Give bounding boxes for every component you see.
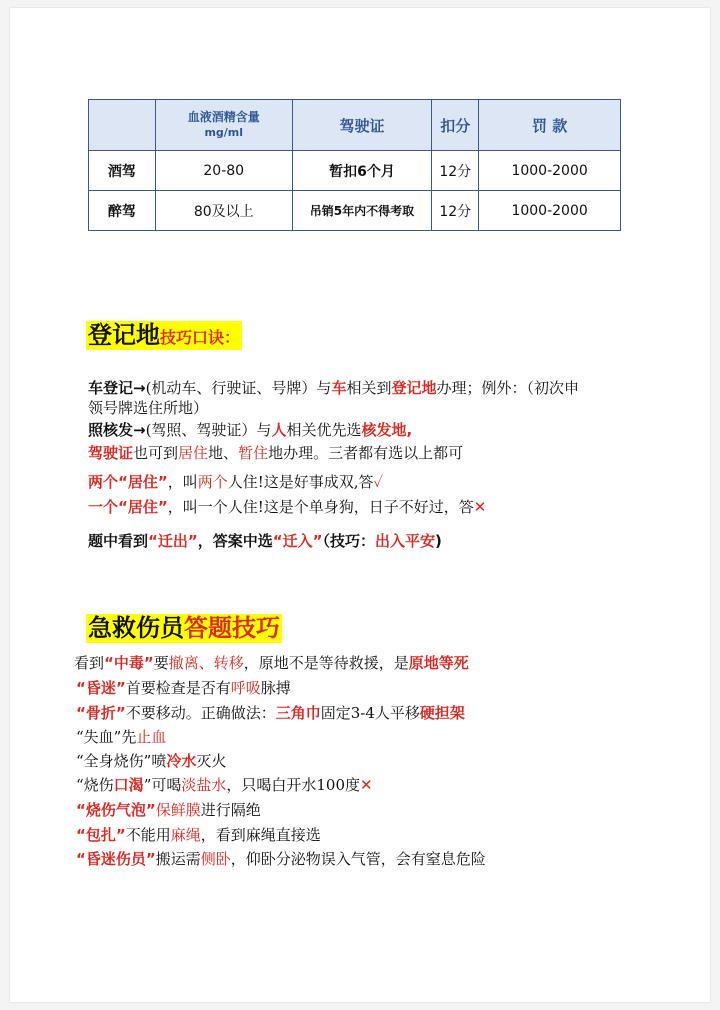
aid-keyword: 原地等死 xyxy=(408,654,469,672)
aid-text: 看到 xyxy=(74,654,105,672)
table-cell: 20-80 xyxy=(155,151,292,191)
rule-term: 车登记→ xyxy=(88,379,146,397)
rule-keyword: 居住 xyxy=(178,444,209,462)
rule-keyword: 一个“居住” xyxy=(88,498,168,516)
table-header-empty xyxy=(89,100,156,151)
aid-keyword: 冷水 xyxy=(166,752,197,770)
aid-text: ，看到麻绳直接选 xyxy=(200,826,321,844)
aid-text: “全身烧伤”喷 xyxy=(76,752,167,770)
aid-keyword: 止血 xyxy=(136,728,167,746)
aid-line-burn-blister xyxy=(76,800,261,820)
section-heading-registration xyxy=(86,321,242,350)
rule-text: 领号牌选住所地） xyxy=(88,399,209,417)
aid-text: “烧伤 xyxy=(76,776,114,794)
table-row xyxy=(89,151,621,191)
aid-line-transport xyxy=(76,849,486,869)
table-cell: 80及以上 xyxy=(155,191,292,231)
aid-text: 灭火 xyxy=(196,752,227,770)
aid-line-bandage xyxy=(76,825,321,845)
aid-keyword: “中毒” xyxy=(104,654,154,672)
section-heading-main: 急救伤员 xyxy=(88,614,184,642)
aid-keyword: 口渴 xyxy=(113,776,144,794)
rule-keyword: 暂住 xyxy=(238,444,269,462)
rule-keyword: 驾驶证 xyxy=(88,444,134,462)
aid-line-coma xyxy=(76,678,291,698)
aid-line-fracture xyxy=(76,703,465,723)
aid-line-poisoning xyxy=(74,653,469,673)
aid-keyword: 呼吸 xyxy=(230,679,261,697)
alcohol-header-label: 血液酒精含量 xyxy=(187,110,260,124)
aid-text: 不能用 xyxy=(125,826,171,844)
table-cell: 酒驾 xyxy=(89,151,156,191)
aid-text: ，只喝白开水100度 xyxy=(226,776,361,794)
rule-keyword: 登记地 xyxy=(391,379,437,397)
rule-line-license-residence xyxy=(88,443,463,463)
aid-keyword: 淡盐水 xyxy=(181,776,227,794)
table-header-points: 扣分 xyxy=(432,100,479,151)
table-header-row xyxy=(89,100,621,151)
rule-text: ，答案中选 xyxy=(197,532,273,550)
rule-text: 办理；例外：（初次申 xyxy=(436,379,579,397)
aid-text: “失血”先 xyxy=(76,728,137,746)
table-header-fine: 罚 款 xyxy=(479,100,621,151)
check-icon: ✓ xyxy=(373,473,384,491)
rule-text: 人住!这是好事成双,答 xyxy=(227,473,374,491)
rule-line-vehicle-exception xyxy=(88,398,208,418)
rule-text: 题中看到 xyxy=(88,532,149,550)
rule-text: ) xyxy=(435,532,442,550)
rule-text: ，叫一个人住!这是个单身狗，日子不好过，答 xyxy=(167,498,474,516)
aid-keyword: “昏迷” xyxy=(76,679,126,697)
aid-text: 要 xyxy=(153,654,169,672)
rule-line-two-residences xyxy=(88,472,383,492)
aid-text: ”可喝 xyxy=(143,776,182,794)
rule-term: 照核发→ xyxy=(88,421,146,439)
section-heading-sub: 技巧口诀： xyxy=(160,328,241,347)
table-cell: 12分 xyxy=(432,191,479,231)
table-cell: 1000-2000 xyxy=(479,191,621,231)
rule-keyword: 车 xyxy=(331,379,347,397)
rule-keyword: 人 xyxy=(271,421,287,439)
aid-line-burn-full xyxy=(76,751,226,771)
rule-line-one-residence xyxy=(88,497,486,517)
aid-text: 首要检查是否有 xyxy=(125,679,231,697)
section-heading-main: 登记地 xyxy=(88,321,160,349)
aid-keyword: 撤离、转移 xyxy=(168,654,244,672)
rule-line-move-in-out xyxy=(88,531,442,551)
aid-keyword: 麻绳 xyxy=(170,826,201,844)
aid-keyword: “骨折” xyxy=(76,704,126,722)
rule-keyword: 出入平安 xyxy=(374,532,435,550)
aid-keyword: 三角巾 xyxy=(275,704,321,722)
alcohol-header-unit: mg/ml xyxy=(204,126,244,139)
aid-text: 固定3-4人平移 xyxy=(320,704,420,722)
table-header-alcohol xyxy=(155,100,292,151)
rule-text: 相关到 xyxy=(346,379,392,397)
rule-text: 相关优先选 xyxy=(286,421,362,439)
table-cell: 12分 xyxy=(432,151,479,191)
rule-text: 也可到 xyxy=(133,444,179,462)
aid-keyword: “包扎” xyxy=(76,826,126,844)
aid-keyword: “烧伤气泡” xyxy=(76,801,156,819)
aid-keyword: 侧卧 xyxy=(200,850,231,868)
rule-keyword: “迁入” xyxy=(272,532,323,550)
rule-keyword: 核发地, xyxy=(361,421,413,439)
aid-keyword: 硬担架 xyxy=(419,704,465,722)
rule-line-vehicle-registration xyxy=(88,378,579,398)
aid-keyword: 保鲜膜 xyxy=(155,801,201,819)
aid-line-burn-thirst xyxy=(76,775,373,795)
rule-text: (机动车、行驶证、号牌）与 xyxy=(145,379,332,397)
rule-keyword: 两个 xyxy=(197,473,228,491)
aid-keyword: “昏迷伤员” xyxy=(76,850,156,868)
rule-text: 地、 xyxy=(208,444,239,462)
rule-line-license-issuance xyxy=(88,420,412,440)
aid-text: 脉搏 xyxy=(260,679,291,697)
rule-keyword: “迁出” xyxy=(148,532,198,550)
aid-text: ，原地不是等待救援，是 xyxy=(243,654,409,672)
rule-text: （技巧： xyxy=(322,532,375,550)
table-cell: 醉驾 xyxy=(89,191,156,231)
drunk-driving-penalty-table xyxy=(88,99,621,231)
aid-text: 不要移动。正确做法： xyxy=(125,704,276,722)
rule-text: 地办理。三者都有选以上都可 xyxy=(268,444,464,462)
table-header-license: 驾驶证 xyxy=(292,100,432,151)
table-cell: 吊销5年内不得考取 xyxy=(292,191,432,231)
table-cell: 1000-2000 xyxy=(479,151,621,191)
cross-icon: ✕ xyxy=(360,776,373,794)
rule-text: (驾照、驾驶证）与 xyxy=(145,421,272,439)
aid-line-bleeding xyxy=(76,727,166,747)
aid-text: 进行隔绝 xyxy=(200,801,261,819)
rule-text: ，叫 xyxy=(167,473,198,491)
rule-keyword: 两个“居住” xyxy=(88,473,168,491)
section-heading-first-aid xyxy=(86,614,282,643)
table-cell: 暂扣6个月 xyxy=(292,151,432,191)
aid-text: 搬运需 xyxy=(155,850,201,868)
cross-icon: ✕ xyxy=(473,498,487,516)
table-row xyxy=(89,191,621,231)
section-heading-accent: 答题技巧 xyxy=(184,614,280,642)
aid-text: ，仰卧分泌物误入气管，会有窒息危险 xyxy=(230,850,486,868)
